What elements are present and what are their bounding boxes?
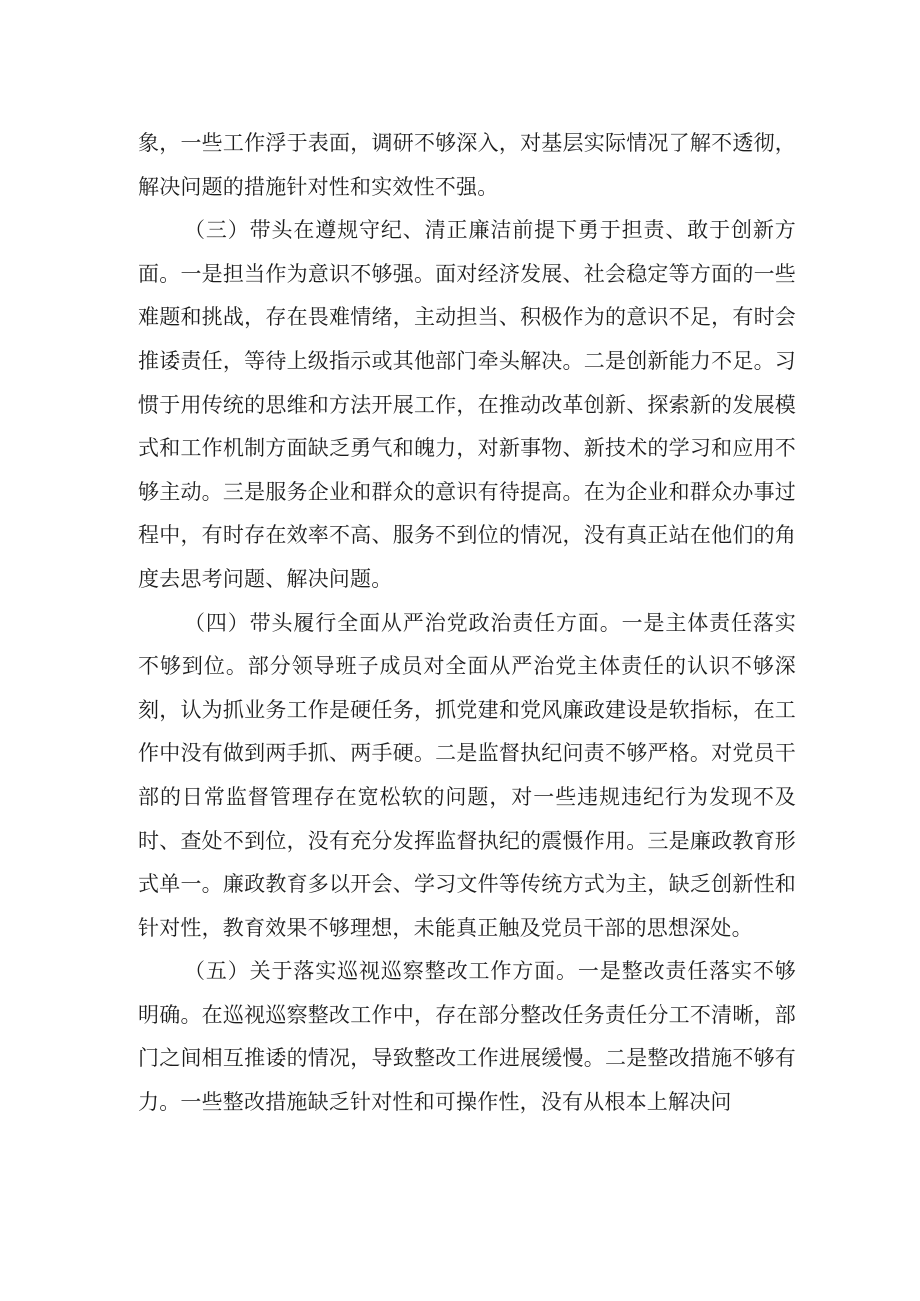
document-body xyxy=(138,122,796,1125)
paragraph-section-four: （四）带头履行全面从严治党政治责任方面。一是主体责任落实不够到位。部分领导班子成员对全面从严治党主体责任的认识不够深刻，认为抓业务工作是硬任务，抓党建和党风廉政建设是软指标，在工作中没有做到两手抓、两手硬。二是监督执纪问责不够严格。对党员干部的日常监督管理存在宽松软的问题，对一些违规违纪行为发现不及时、查处不到位，没有充分发挥监督执纪的震慑作用。三是廉政教育形式单一。廉政教育多以开会、学习文件等传统方式为主，缺乏创新性和针对性，教育效果不够理想，未能真正触及党员干部的思想深处。 xyxy=(138,610,796,940)
paragraph-continuation: 象，一些工作浮于表面，调研不够深入，对基层实际情况了解不透彻，解决问题的措施针对性和实效性不强。 xyxy=(138,131,796,199)
paragraph-section-five: （五）关于落实巡视巡察整改工作方面。一是整改责任落实不够明确。在巡视巡察整改工作中，存在部分整改任务责任分工不清晰，部门之间相互推诿的情况，导致整改工作进展缓慢。二是整改措施不够有力。一些整改措施缺乏针对性和可操作性，没有从根本上解决问 xyxy=(138,959,796,1115)
paragraph-section-three: （三）带头在遵规守纪、清正廉洁前提下勇于担责、敢于创新方面。一是担当作为意识不够强。面对经济发展、社会稳定等方面的一些难题和挑战，存在畏难情绪，主动担当、积极作为的意识不足，有时会推诿责任，等待上级指示或其他部门牵头解决。二是创新能力不足。习惯于用传统的思维和方法开展工作，在推动改革创新、探索新的发展模式和工作机制方面缺乏勇气和魄力，对新事物、新技术的学习和应用不够主动。三是服务企业和群众的意识有待提高。在为企业和群众办事过程中，有时存在效率不高、服务不到位的情况，没有真正站在他们的角度去思考问题、解决问题。 xyxy=(138,218,796,591)
